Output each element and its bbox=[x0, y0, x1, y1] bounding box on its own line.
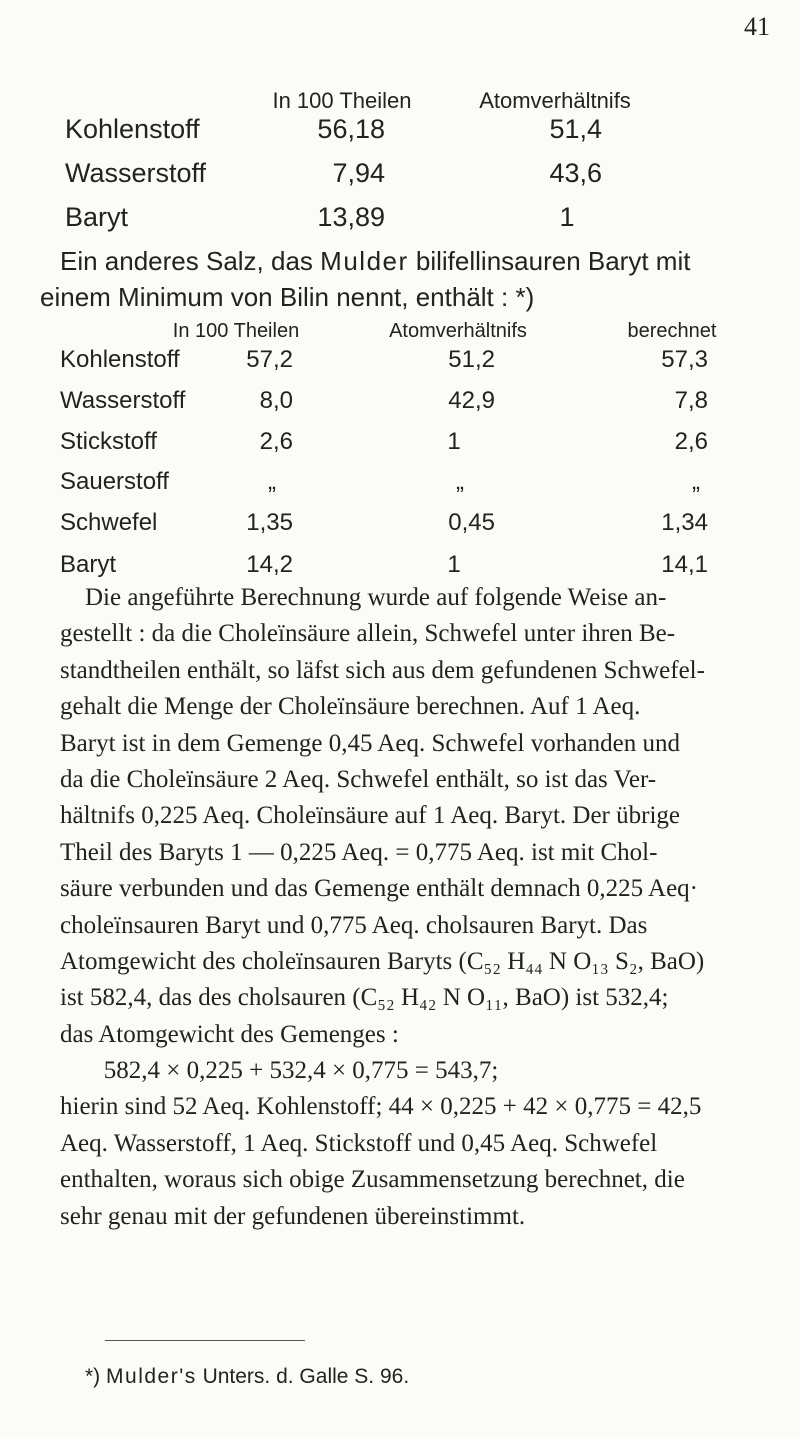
row-label: Baryt bbox=[65, 202, 129, 232]
author-name: Mulder bbox=[320, 246, 409, 276]
cell-value: 2,6 bbox=[259, 428, 293, 455]
intro-text: bilifellinsauren Baryt mit bbox=[415, 246, 691, 276]
text-line: säure verbunden und das Gemenge enthält demnach 0,225 Aeq· bbox=[60, 875, 698, 903]
table-row bbox=[0, 158, 800, 192]
row-label: Baryt bbox=[60, 551, 117, 578]
intro-line-2: einem Minimum von Bilin nennt, enthält : *) bbox=[40, 282, 535, 312]
cell-value: 8,0 bbox=[259, 387, 293, 414]
text-line: Aeq. Wasserstoff, 1 Aeq. Stickstoff und 0,45 Aeq. Schwefel bbox=[60, 1129, 658, 1157]
text-line: standtheilen enthält, so läfst sich aus dem gefundenen Schwefel- bbox=[60, 656, 705, 684]
text-line: Die angeführte Berechnung wurde auf folgende Weise an- bbox=[60, 584, 667, 611]
cell-value: 2,6 bbox=[674, 428, 708, 455]
column-header: Atomverhältnifs bbox=[479, 88, 631, 113]
table-row bbox=[0, 114, 800, 148]
cell-value: 0,45 bbox=[448, 509, 495, 536]
cell-value: „ bbox=[692, 468, 700, 495]
footnote-text: Unters. d. Galle S. 96. bbox=[202, 1365, 410, 1388]
text-line: das Atomgewicht des Gemenges : bbox=[60, 1020, 399, 1048]
cell-value: 14,2 bbox=[246, 551, 293, 578]
cell-value: 14,1 bbox=[661, 551, 708, 578]
column-header: In 100 Theilen bbox=[272, 88, 412, 113]
cell-value: 1,35 bbox=[246, 509, 293, 536]
cell-value: 1 bbox=[559, 202, 575, 232]
column-header: Atomverhältnifs bbox=[389, 320, 527, 342]
cell-value: 57,3 bbox=[661, 346, 708, 373]
row-label: Schwefel bbox=[60, 509, 158, 536]
row-label: Wasserstoff bbox=[65, 158, 207, 188]
text-line: hierin sind 52 Aeq. Kohlenstoff; 44 × 0,225 + 42 × 0,775 = 42,5 bbox=[60, 1093, 702, 1121]
body-paragraph bbox=[60, 580, 752, 1235]
cell-value: 1 bbox=[447, 428, 461, 455]
cell-value: 51,2 bbox=[448, 346, 495, 373]
text-line: Baryt ist in dem Gemenge 0,45 Aeq. Schwefel vorhanden und bbox=[60, 729, 680, 757]
footnote-rule bbox=[105, 1340, 305, 1341]
text-line: gestellt : da die Choleïnsäure allein, Schwefel unter ihren Be- bbox=[60, 620, 676, 648]
intro-text: Ein anderes Salz, das bbox=[60, 246, 313, 276]
intro-paragraph bbox=[40, 244, 750, 316]
cell-value: 57,2 bbox=[246, 346, 293, 373]
table-row bbox=[0, 509, 800, 543]
row-label: Wasserstoff bbox=[60, 387, 186, 414]
text-line: hältnifs 0,225 Aeq. Choleïnsäure auf 1 Aeq. Baryt. Der übrige bbox=[60, 802, 680, 830]
equation-line: 582,4 × 0,225 + 532,4 × 0,775 = 543,7; bbox=[60, 1057, 499, 1085]
table-row bbox=[0, 346, 800, 380]
text-line: sehr genau mit der gefundenen übereinstimmt. bbox=[60, 1202, 526, 1230]
table-row bbox=[0, 468, 800, 502]
text-line: Theil des Baryts 1 — 0,225 Aeq. = 0,775 Aeq. ist mit Chol- bbox=[60, 838, 658, 866]
cell-value: 43,6 bbox=[549, 158, 602, 188]
cell-value: „ bbox=[456, 468, 464, 495]
cell-value: „ bbox=[268, 468, 276, 495]
footnote-author: Mulder's bbox=[106, 1365, 197, 1388]
footnote bbox=[85, 1365, 409, 1389]
cell-value: 1,34 bbox=[661, 509, 708, 536]
cell-value: 7,8 bbox=[674, 387, 708, 414]
row-label: Kohlenstoff bbox=[60, 346, 180, 373]
text-line: Atomgewicht des choleïnsauren Baryts (C₅₂ H₄₄ N O₁₃ S₂, BaO) bbox=[60, 947, 705, 975]
footnote-marker: *) bbox=[85, 1365, 101, 1388]
cell-value: 56,18 bbox=[317, 114, 385, 144]
row-label: Stickstoff bbox=[60, 428, 157, 455]
page-number: 41 bbox=[744, 12, 770, 41]
text-line: enthalten, woraus sich obige Zusammensetzung berechnet, die bbox=[60, 1166, 685, 1194]
row-label: Sauerstoff bbox=[60, 468, 169, 495]
cell-value: 1 bbox=[447, 551, 461, 578]
cell-value: 13,89 bbox=[317, 202, 385, 232]
cell-value: 51,4 bbox=[549, 114, 602, 144]
text-line: choleïnsauren Baryt und 0,775 Aeq. cholsauren Baryt. Das bbox=[60, 911, 648, 939]
text-line: da die Choleïnsäure 2 Aeq. Schwefel enthält, so ist das Ver- bbox=[60, 765, 657, 793]
table-row bbox=[0, 428, 800, 462]
text-line: ist 582,4, das des cholsauren (C₅₂ H₄₂ N O₁₁, BaO) ist 532,4; bbox=[60, 984, 669, 1012]
column-header: In 100 Theilen bbox=[172, 320, 300, 342]
cell-value: 42,9 bbox=[448, 387, 495, 414]
row-label: Kohlenstoff bbox=[65, 114, 200, 144]
table-row bbox=[0, 202, 800, 236]
cell-value: 7,94 bbox=[332, 158, 385, 188]
table-row bbox=[0, 387, 800, 421]
column-header: berechnet bbox=[627, 320, 717, 342]
text-line: gehalt die Menge der Choleïnsäure berechnen. Auf 1 Aeq. bbox=[60, 693, 641, 721]
